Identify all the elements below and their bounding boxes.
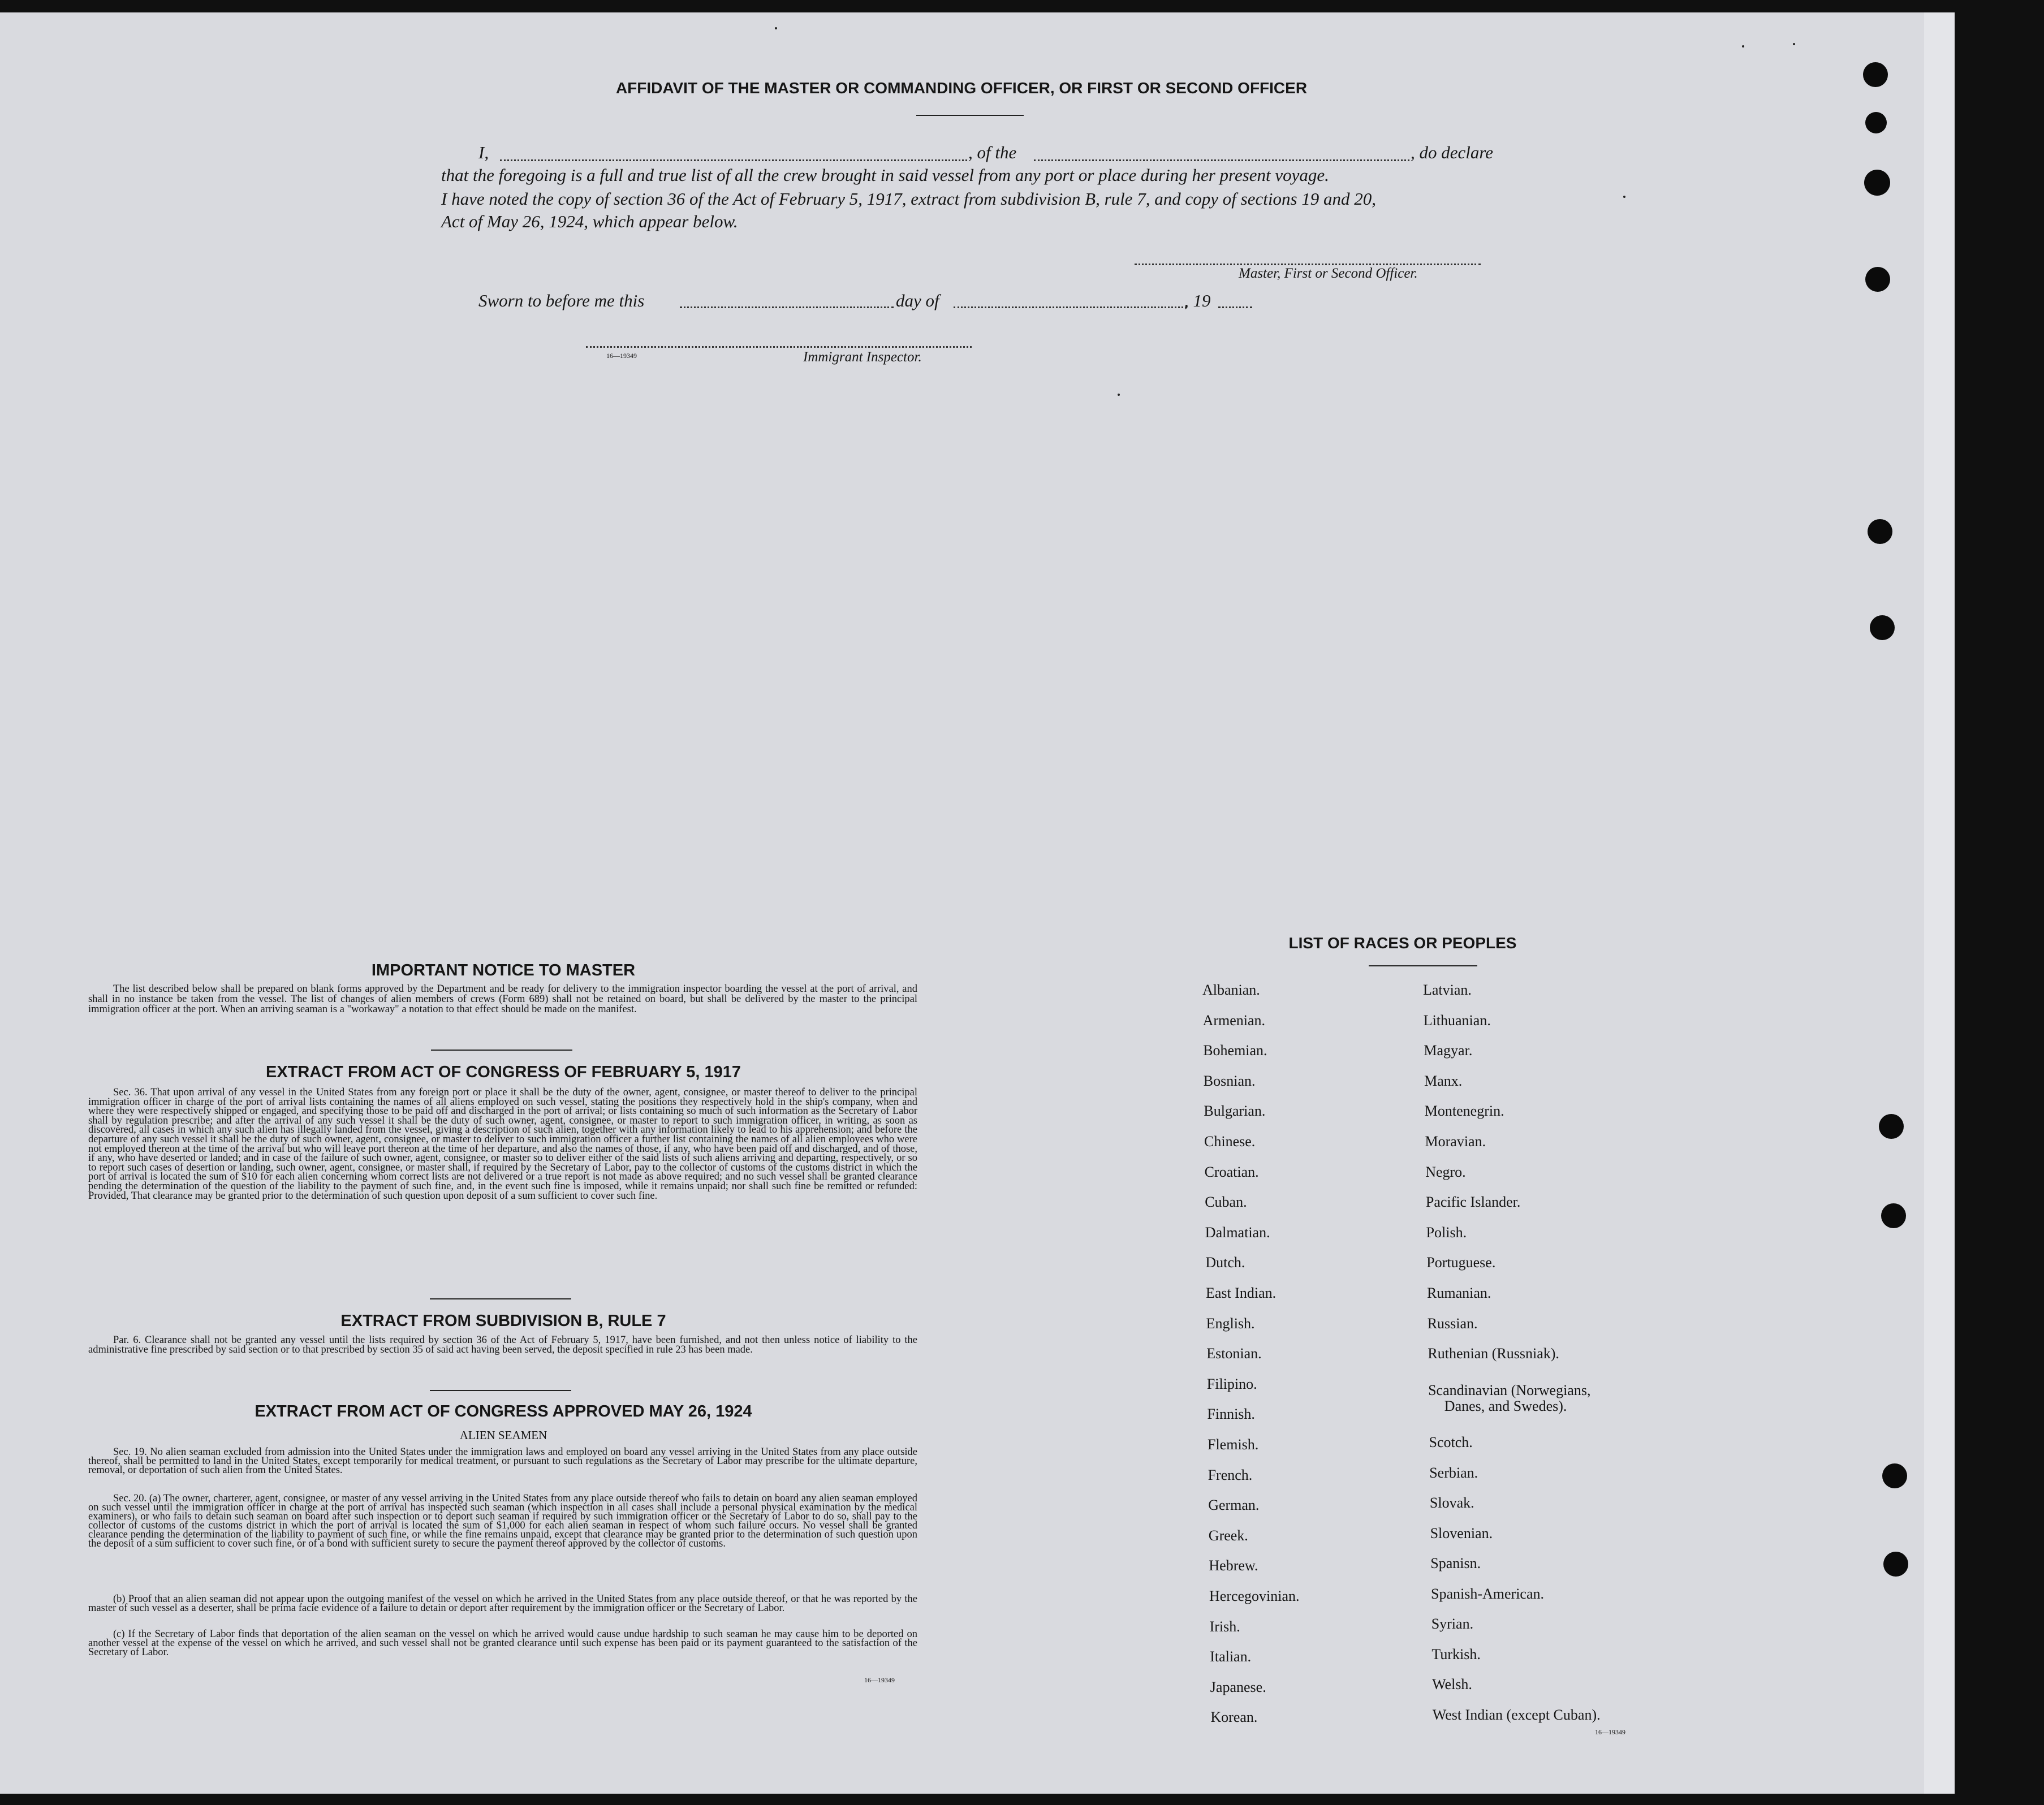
notice-title: IMPORTANT NOTICE TO MASTER <box>371 961 636 979</box>
do-declare-label: , do declare <box>1411 142 1494 162</box>
race-left-6: Croatian. <box>1204 1163 1259 1180</box>
race-right-14: Danes, and Swedes). <box>1444 1398 1567 1414</box>
speck <box>1118 394 1120 396</box>
affidavit-text-line2: that the foregoing is a full and true list of all the crew brought in said vessel from any port or place during her present voyage. <box>441 165 1329 185</box>
binder-hole <box>1870 615 1895 640</box>
year-label: , 19 <box>1184 291 1211 310</box>
affidavit-text-line3: I have noted the copy of section 36 of the Act of February 5, 1917, extract from subdivision B, rule 7, and copy of sections 19 and 20, <box>441 189 1377 209</box>
sworn-day-field[interactable] <box>680 306 894 308</box>
notice-body: The list described below shall be prepared on blank forms approved by the Department and be ready for delivery to the immigration inspector boarding the vessel at the port of arrival, and shall in no instance be taken from the vessel. The list of changes of alien members of crews (Form 689) shall not be retained on board, but shall be delivered by the master to the principal immigration officer at the port. When an arriving seaman is a "workaway" a notation to that effect should be made on the manifest. <box>88 983 917 1015</box>
race-right-16: Serbian. <box>1429 1464 1478 1481</box>
extract-1924-title: EXTRACT FROM ACT OF CONGRESS APPROVED MAY 26, 1924 <box>255 1402 752 1420</box>
race-left-0: Albanian. <box>1202 982 1260 998</box>
binder-hole <box>1865 267 1890 292</box>
race-left-18: Greek. <box>1208 1527 1248 1544</box>
affidavit-text-line4: Act of May 26, 1924, which appear below. <box>441 211 738 231</box>
race-left-22: Italian. <box>1210 1648 1252 1665</box>
race-right-7: Pacific Islander. <box>1425 1194 1521 1211</box>
race-left-24: Korean. <box>1210 1709 1258 1726</box>
binder-hole <box>1882 1463 1907 1488</box>
section-rule <box>430 1390 571 1391</box>
form-number: 16—19349 <box>606 352 637 360</box>
race-right-17: Slovak. <box>1429 1495 1474 1511</box>
sec19-text: Sec. 19. No alien seaman excluded from admission into the United States under the immigration laws and employed on board any vessel arriving in the United States from any place outside thereof, shall be permitted to land in the United States, except temporarily for medical treatment, or pursuant to such regulations as the Secretary of Labor may prescribe for the ultimate departure, removal, or deportation of such alien from the United States. <box>88 1446 917 1476</box>
race-right-5: Moravian. <box>1425 1133 1486 1150</box>
master-signature-field[interactable] <box>1135 264 1481 265</box>
extract-1917-title: EXTRACT FROM ACT OF CONGRESS OF FEBRUARY 5, 1917 <box>265 1063 741 1081</box>
speck <box>1793 43 1795 45</box>
alien-seamen-subtitle: ALIEN SEAMEN <box>459 1428 547 1442</box>
master-signature-label: Master, First or Second Officer. <box>1239 266 1418 281</box>
race-right-10: Rumanian. <box>1427 1285 1491 1301</box>
form-number: 16—19349 <box>864 1676 895 1684</box>
binder-hole <box>1863 62 1888 87</box>
binder-hole <box>1883 1552 1908 1577</box>
race-left-9: Dutch. <box>1205 1254 1245 1271</box>
binder-hole <box>1865 112 1887 133</box>
inspector-signature-field[interactable] <box>586 346 972 348</box>
sworn-year-field[interactable] <box>1218 306 1252 308</box>
sworn-month-field[interactable] <box>954 306 1187 308</box>
race-right-3: Manx. <box>1424 1072 1463 1089</box>
race-right-2: Magyar. <box>1424 1042 1473 1059</box>
affidavit-title: AFFIDAVIT OF THE MASTER OR COMMANDING OFFICER, OR FIRST OR SECOND OFFICER <box>615 79 1308 97</box>
sec20a-text: Sec. 20. (a) The owner, charterer, agent, consignee, or master of any vessel arriving in the United States from any place outside thereof who fails to detain on board any alien seaman employed on such vessel until the immigration officer in charge at the port of arrival has inspected such seaman (which inspection in all cases shall include a personal physical examination by the medical examiners), or who fails to detain such seaman on board after such inspection or to deport such seaman if required by such immigration officer or the Secretary of Labor to do so, shall pay to the collector of customs of the customs district in which the port of arrival is located the sum of $1,000 for each alien seaman in respect of whom such failure occurs. No vessel shall be granted clearance pending the determination of the liability to payment of such fine, or while the fine remains unpaid, except that clearance may be granted prior to the determination of such question upon the deposit of a sum sufficient to cover such fine, or of a bond with sufficient surety to secure the payment thereof approved by the collector of customs. <box>88 1493 917 1549</box>
title-rule <box>916 115 1024 116</box>
binder-hole <box>1881 1203 1906 1228</box>
race-left-8: Dalmatian. <box>1205 1224 1270 1241</box>
race-right-18: Slovenian. <box>1430 1525 1493 1541</box>
race-right-23: Welsh. <box>1432 1676 1472 1692</box>
race-left-12: Estonian. <box>1206 1345 1262 1362</box>
race-left-14: Finnish. <box>1207 1406 1255 1423</box>
day-of-label: day of <box>896 291 939 310</box>
race-right-4: Montenegrin. <box>1424 1103 1504 1120</box>
race-left-2: Bohemian. <box>1203 1042 1267 1059</box>
race-right-24: West Indian (except Cuban). <box>1432 1706 1601 1723</box>
speck <box>1623 196 1625 198</box>
race-right-20: Spanish-American. <box>1431 1585 1545 1602</box>
race-right-9: Portuguese. <box>1426 1254 1496 1271</box>
binder-hole <box>1864 170 1890 196</box>
race-left-5: Chinese. <box>1204 1133 1256 1150</box>
race-left-15: Flemish. <box>1208 1436 1259 1453</box>
race-left-3: Bosnian. <box>1203 1072 1256 1089</box>
race-right-6: Negro. <box>1425 1163 1466 1180</box>
extract-1917-body: Sec. 36. That upon arrival of any vessel in the United States from any foreign port or place it shall be the duty of the owner, agent, consignee, or master thereof to deliver to the principal immigration officer in charge of the port of arrival lists containing the names of all aliens employed on such vessel, stating the positions they respectively hold in the ship's company, when and where they were respectively shipped or engaged, and specifying those to be paid off and discharged in the port of arrival; or lists containing so much of such information as the Secretary of Labor shall by regulation prescribe; and after the arrival of any such vessel it shall be the duty of such owner, agent, consignee, or master to report to such immigration officer, in writing, as soon as discovered, all cases in which any such alien has illegally landed from the vessel, giving a description of such alien, together with any information likely to lead to his apprehension; and before the departure of any such vessel it shall be the duty of such owner, agent, consignee, or master to deliver to such immigration officer a further list containing the names of all alien employees who were not employed thereon at the time of the arrival but who will leave port thereon at the time of her departure, and also the names of those, if any, who have been paid off and discharged, and of those, if any, who have deserted or landed; and in case of the failure of such owner, agent, consignee, or master so to deliver either of the said lists of such aliens arriving and departing, respectively, or so to report such cases of desertion or landing, such owner, agent, consignee, or master shall, if required by the Secretary of Labor, pay to the collector of customs of the customs district in which the port of arrival is located the sum of $10 for each alien concerning whom correct lists are not delivered or a true report is not made as above required; and no such vessel shall be granted clearance pending the determination of the question of the liability to the payment of such fine, and, in the event such fine is imposed, while it remains unpaid; nor shall such fine be remitted or refunded: Provided, That clearance may be granted prior to the determination of such question upon deposit of a sum sufficient to cover such fine. <box>88 1087 917 1202</box>
speck <box>775 27 777 29</box>
race-right-11: Russian. <box>1427 1315 1478 1332</box>
sec20c-text: (c) If the Secretary of Labor finds that deportation of the alien seaman on the vessel on which he arrived would cause undue hardship to such seaman he may cause him to be deported on another vessel at the expense of the vessel on which he arrived, and such vessel shall not be granted clearance until such expense has been paid or its payment guaranteed to the satisfaction of the Secretary of Labor. <box>88 1629 917 1658</box>
binder-hole <box>1879 1114 1904 1139</box>
vessel-name-field[interactable] <box>1034 159 1409 161</box>
speck <box>1742 45 1744 48</box>
race-left-4: Bulgarian. <box>1204 1103 1266 1120</box>
of-the-label: , of the <box>968 142 1017 162</box>
race-left-11: English. <box>1206 1315 1255 1332</box>
sec20b-text: (b) Proof that an alien seaman did not appear upon the outgoing manifest of the vessel on which he arrived in the United States from any place outside thereof, or that he was reported by the master of such vessel as a deserter, shall be prima facie evidence of a failure to detain or deport after requirement by the immigration officer or the Secretary of Labor. <box>88 1594 917 1614</box>
binder-hole <box>1868 519 1892 544</box>
race-right-21: Syrian. <box>1431 1616 1474 1632</box>
races-title: LIST OF RACES OR PEOPLES <box>1288 934 1517 952</box>
race-left-13: Filipino. <box>1206 1375 1257 1392</box>
race-right-12: Ruthenian (Russniak). <box>1428 1345 1559 1362</box>
race-right-19: Spanisn. <box>1430 1555 1481 1571</box>
section-rule <box>430 1298 571 1299</box>
race-left-7: Cuban. <box>1205 1194 1247 1211</box>
sworn-label: Sworn to before me this <box>478 291 645 310</box>
race-right-15: Scotch. <box>1429 1434 1473 1450</box>
rule7-title: EXTRACT FROM SUBDIVISION B, RULE 7 <box>340 1312 666 1330</box>
race-right-13: Scandinavian (Norwegians, <box>1428 1382 1591 1398</box>
race-left-19: Hebrew. <box>1209 1557 1258 1574</box>
race-right-0: Latvian. <box>1423 982 1472 998</box>
rule7-body: Par. 6. Clearance shall not be granted any vessel until the lists required by section 36 of the Act of February 5, 1917, have been furnished, and not then unless notice of liability to the administrative fine prescribed by said section or to that prescribed by section 35 of said act having been served, the deposit specified in rule 23 has been made. <box>88 1335 917 1355</box>
declarant-name-field[interactable] <box>500 159 967 161</box>
binding-strip <box>1924 12 1955 1794</box>
inspector-label: Immigrant Inspector. <box>803 349 922 365</box>
race-right-8: Polish. <box>1426 1224 1467 1241</box>
race-left-17: German. <box>1208 1497 1260 1514</box>
race-right-22: Turkish. <box>1431 1646 1481 1662</box>
declarant-i: I, <box>478 142 489 162</box>
section-rule <box>431 1050 572 1051</box>
races-title-rule <box>1369 965 1477 966</box>
race-left-1: Armenian. <box>1202 1012 1266 1029</box>
race-left-10: East Indian. <box>1206 1285 1277 1301</box>
race-left-21: Irish. <box>1209 1618 1240 1635</box>
race-left-23: Japanese. <box>1210 1678 1266 1695</box>
race-left-16: French. <box>1208 1466 1253 1483</box>
form-number: 16—19349 <box>1595 1728 1625 1736</box>
race-right-1: Lithuanian. <box>1423 1012 1491 1029</box>
race-left-20: Hercegovinian. <box>1209 1588 1300 1604</box>
